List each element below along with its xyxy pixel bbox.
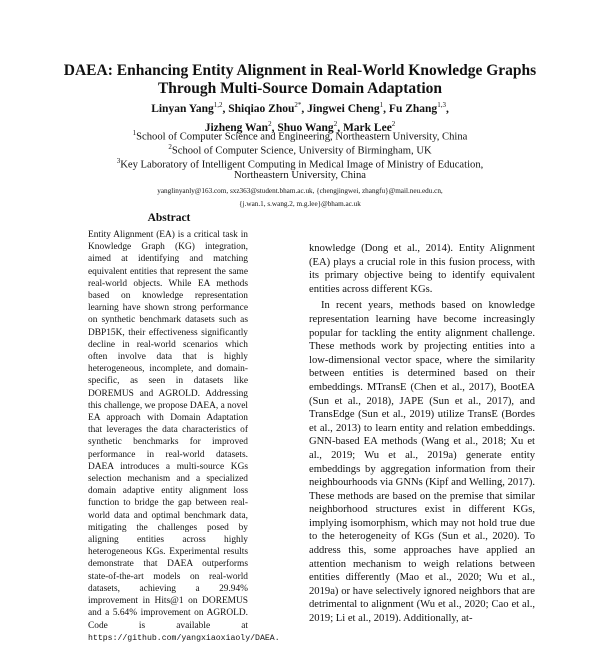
author-sup: 2 <box>391 119 396 128</box>
author-name: Mark Lee <box>342 121 392 134</box>
author-sup: 1,3 <box>437 101 446 109</box>
intro-paragraph: knowledge (Dong et al., 2014). Entity Alignment (EA) plays a crucial role in this fusion process, with its primary objective being to identify equivalent entities across different KGs. <box>309 243 535 295</box>
author-name: Shuo Wang <box>277 121 334 134</box>
abstract-heading: Abstract <box>147 212 191 224</box>
affiliation-sup: 3 <box>116 157 121 165</box>
author-sup: 1,2 <box>213 101 223 109</box>
intro-paragraph: In recent years, methods based on knowledge representation learning have become increasingly popular for tackling the entity alignment challenge. These methods work by projecting entities into a low-dimensional vector space, where the similarity between entities is determined based on their embeddings. MTransE (Chen et al., 2017), BootEA (Sun et al., 2018), JAPE (Sun et al., 2017), and TransEdge (Sun et al., 2019) utilize TransE (Bordes et al., 2013) to learn entity and relation embeddings. GNN-based EA methods (Wang et al., 2018; Xu et al., 2019; Wu et al., 2019a) generate entity embeddings by aggregation information from their neighbourhoods via GNNs (Kipf and Welling, 2017). These methods are based on the premise that similar neighborhood structures exist in different KGs, implying isomorphism, which may not hold true due to the heterogeneity of KGs (Sun et al., 2020). To address this, some approaches have applied an attention mechanism to weigh relations between entities differently (Mao et al., 2020; Wu et al., 2019a) or have selectively ignored neighbors that are detrimental to alignment (Wu et al., 2020; Cao et al., 2019; Li et al., 2019). Additionally, at- <box>309 300 535 625</box>
affiliation-text: Northeastern University, China <box>234 170 366 181</box>
author-sup: 2* <box>294 101 302 109</box>
paper-title <box>40 62 560 98</box>
email-line: {j.wan.1, s.wang.2, m.g.lee}@bham.ac.uk <box>239 200 361 208</box>
author-list: Linyan Yang$^{1,2}$, Shiqiao Zhou$^{2*}$, Jingwei Cheng$^1$, Fu Zhang$^{1,3}$, Jizheng Wan$^2$, Shuo Wang$^2$, Mark Lee$^2$ <box>151 101 449 134</box>
affiliation <box>40 169 560 182</box>
abstract-column <box>88 229 280 645</box>
author-sup: 2 <box>268 119 272 128</box>
author-name: Jizheng Wan <box>204 121 269 134</box>
title-line-2: Through Multi-Source Domain Adaptation <box>157 80 443 97</box>
abstract-body <box>88 229 280 645</box>
author-sup: 2 <box>333 119 338 128</box>
intro-column <box>309 242 535 626</box>
affiliation-text: School of Computer Science, University of Birmingham, UK <box>171 145 432 157</box>
affiliation-sup: 1 <box>132 129 137 137</box>
affiliation-sup: 2 <box>168 143 172 151</box>
author-name: Shiqiao Zhou <box>228 102 295 115</box>
code-link[interactable]: https://github.com/yangxiaoxiaoly/DAEA. <box>88 633 280 643</box>
author-name: Jingwei Cheng <box>307 102 380 115</box>
author-name: Linyan Yang <box>151 102 214 115</box>
author-name: Fu Zhang <box>388 102 438 115</box>
abstract-text: Entity Alignment (EA) is a critical task in Knowledge Graph (KG) integration, aimed at identifying and matching equivalent entities that represent the same real-world objects. While EA methods based on knowledge representation learning have shown strong performance on synthetic benchmark datasets such as DBP15K, their effectiveness significantly decline in real-world scenarios which often involve data that is highly heterogeneous, incomplete, and domain-specific, as seen in datasets like DOREMUS and AGROLD. Addressing this challenge, we propose DAEA, a novel EA approach with Domain Adaptation that leverages the data characteristics of synthetic benchmarks for improved performance in real-world datasets. DAEA introduces a multi-source KGs selection mechanism and a specialized domain adaptive entity alignment loss function to bridge the gap between real-world data and optimal benchmark data, mitigating the challenges posed by aligning entities across highly heterogeneous KGs. Experimental results demonstrate that DAEA outperforms state-of-the-art models on real-world datasets, achieving a 29.94% improvement in Hits@1 on DOREMUS and a 5.64% improvement on AGROLD. Code is available at <box>88 230 248 631</box>
title-line-1: DAEA: Enhancing Entity Alignment in Real-World Knowledge Graphs <box>63 62 537 79</box>
email-line: yanglinyanly@163.com, sxz363@student.bham.ac.uk, {chengjingwei, zhangfu}@mail.neu.edu.cn, <box>157 187 443 195</box>
affiliation-text: School of Computer Science and Engineering, Northeastern University, China <box>136 131 468 143</box>
affiliation-text: Key Laboratory of Intelligent Computing in Medical Image of Ministry of Education, <box>120 159 484 171</box>
author-sup: 1 <box>379 101 384 109</box>
